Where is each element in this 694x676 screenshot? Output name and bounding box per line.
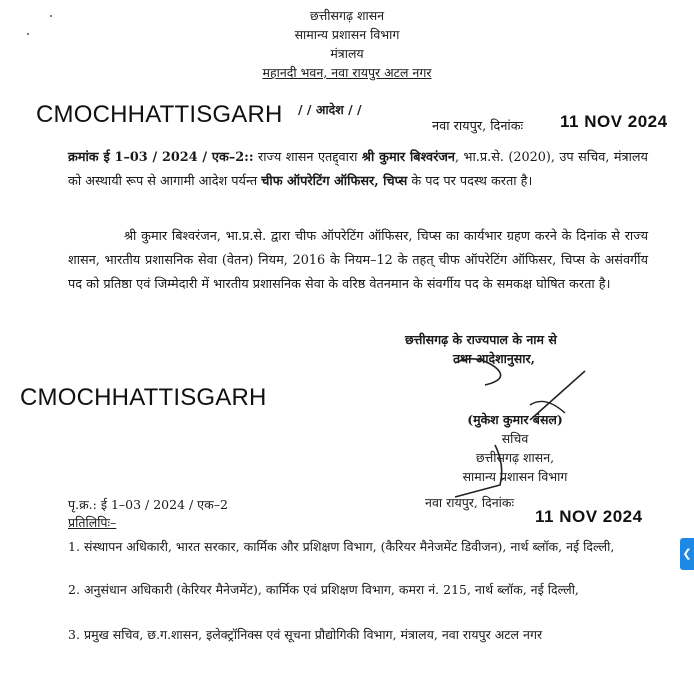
header-line-mantralaya: मंत्रालय [330,46,364,61]
header-line-address: महानदी भवन, नवा रायपुर अटल नगर [262,65,432,80]
place-date [432,116,523,134]
place-date-label: नवा रायपुर, दिनांकः [432,119,524,134]
share-icon: ❮ [682,547,692,560]
order-label: / / आदेश / / [298,102,362,117]
order-paragraph-1 [68,146,648,194]
list-item-number: 1. [68,539,80,554]
para1-text-3: के पद पर पदस्थ करता है। [407,174,533,189]
signatory-org-1: छत्तीसगढ़ शासन, [475,450,555,465]
watermark-text-2: CMOCHHATTISGARH [20,384,267,411]
list-item [68,580,648,600]
letterhead [0,6,694,82]
list-item-text: अनुसंधान अधिकारी (केरियर मैनेजमेंट), कार्मिक एवं प्रशिक्षण विभाग, कमरा नं. 215, नार्थ ब्लॉक, नई दिल्ली, [84,582,579,597]
para1-text-2: , भा.प्र.से. (2020), उप सचिव, मंत्रालय को अस्थायी रूप से आगामी आदेश पर्यन्त [68,150,648,189]
officer-name: श्री कुमार बिश्वरंजन [361,150,455,165]
watermark-text: CMOCHHATTISGARH [36,101,283,128]
signatory-designation: सचिव [501,431,529,446]
date-stamp: 11 NOV 2024 [560,112,668,131]
header-line-dept: सामान्य प्रशासन विभाग [294,27,400,42]
signatory-name: (मुकेश कुमार बंसल) [467,412,563,427]
authority-line-2: तथा आदेशानुसार, [453,351,535,366]
order-paragraph-2 [68,225,648,297]
order-reference: क्रमांक ई 1–03 / 2024 / एक–2:: [68,150,254,165]
authority-line-1: छत्तीसगढ़ के राज्यपाल के नाम से [405,332,557,347]
header-line-govt: छत्तीसगढ़ शासन [309,8,385,23]
para1-text-1: राज्य शासन एतद्द्वारा [253,150,362,165]
list-item-text: प्रमुख सचिव, छ.ग.शासन, इलेक्ट्रॉनिक्स एवं सूचना प्रौद्योगिकी विभाग, मंत्रालय, नवा रायपुर अटल नगर [84,627,543,642]
post-name: चीफ ऑपरेटिंग ऑफिसर, चिप्स [261,174,408,189]
endorsement-date-stamp: 11 NOV 2024 [535,507,643,526]
signatory-block [420,410,610,486]
copy-label: प्रतिलिपिः– [68,515,117,530]
list-item-number: 2. [68,582,80,597]
side-share-tab[interactable] [680,538,694,570]
list-item [68,625,648,645]
endorsement-place: नवा रायपुर, दिनांकः [425,495,515,510]
list-item-number: 3. [68,627,80,642]
list-item-text: संस्थापन अधिकारी, भारत सरकार, कार्मिक और प्रशिक्षण विभाग, (कैरियर मैनेजमेंट डिवीजन), नार्थ ब्लॉक, नई दिल्ली, [84,539,615,554]
para2-text: श्री कुमार बिश्वरंजन, भा.प्र.से. द्वारा चीफ ऑपरेटिंग ऑफिसर, चिप्स का कार्यभार ग्रहण करने के दिनांक से राज्य शासन, भारतीय प्रशासनिक सेवा (वेतन) नियम, 2016 के नियम–12 के तहत् चीफ ऑपरेटिंग ऑफिसर, चिप्स के असंवर्गीय पद को प्रतिष्ठा एवं जिम्मेदारी में भारतीय प्रशासनिक सेवा के वरिष्ठ वेतनमान के संवर्गीय पद के समकक्ष घोषित करता है। [68,229,648,292]
endorsement-ref: पृ.क्र.: ई 1–03 / 2024 / एक–2 [68,497,228,512]
signatory-org-2: सामान्य प्रशासन विभाग [462,469,568,484]
list-item [68,537,648,557]
